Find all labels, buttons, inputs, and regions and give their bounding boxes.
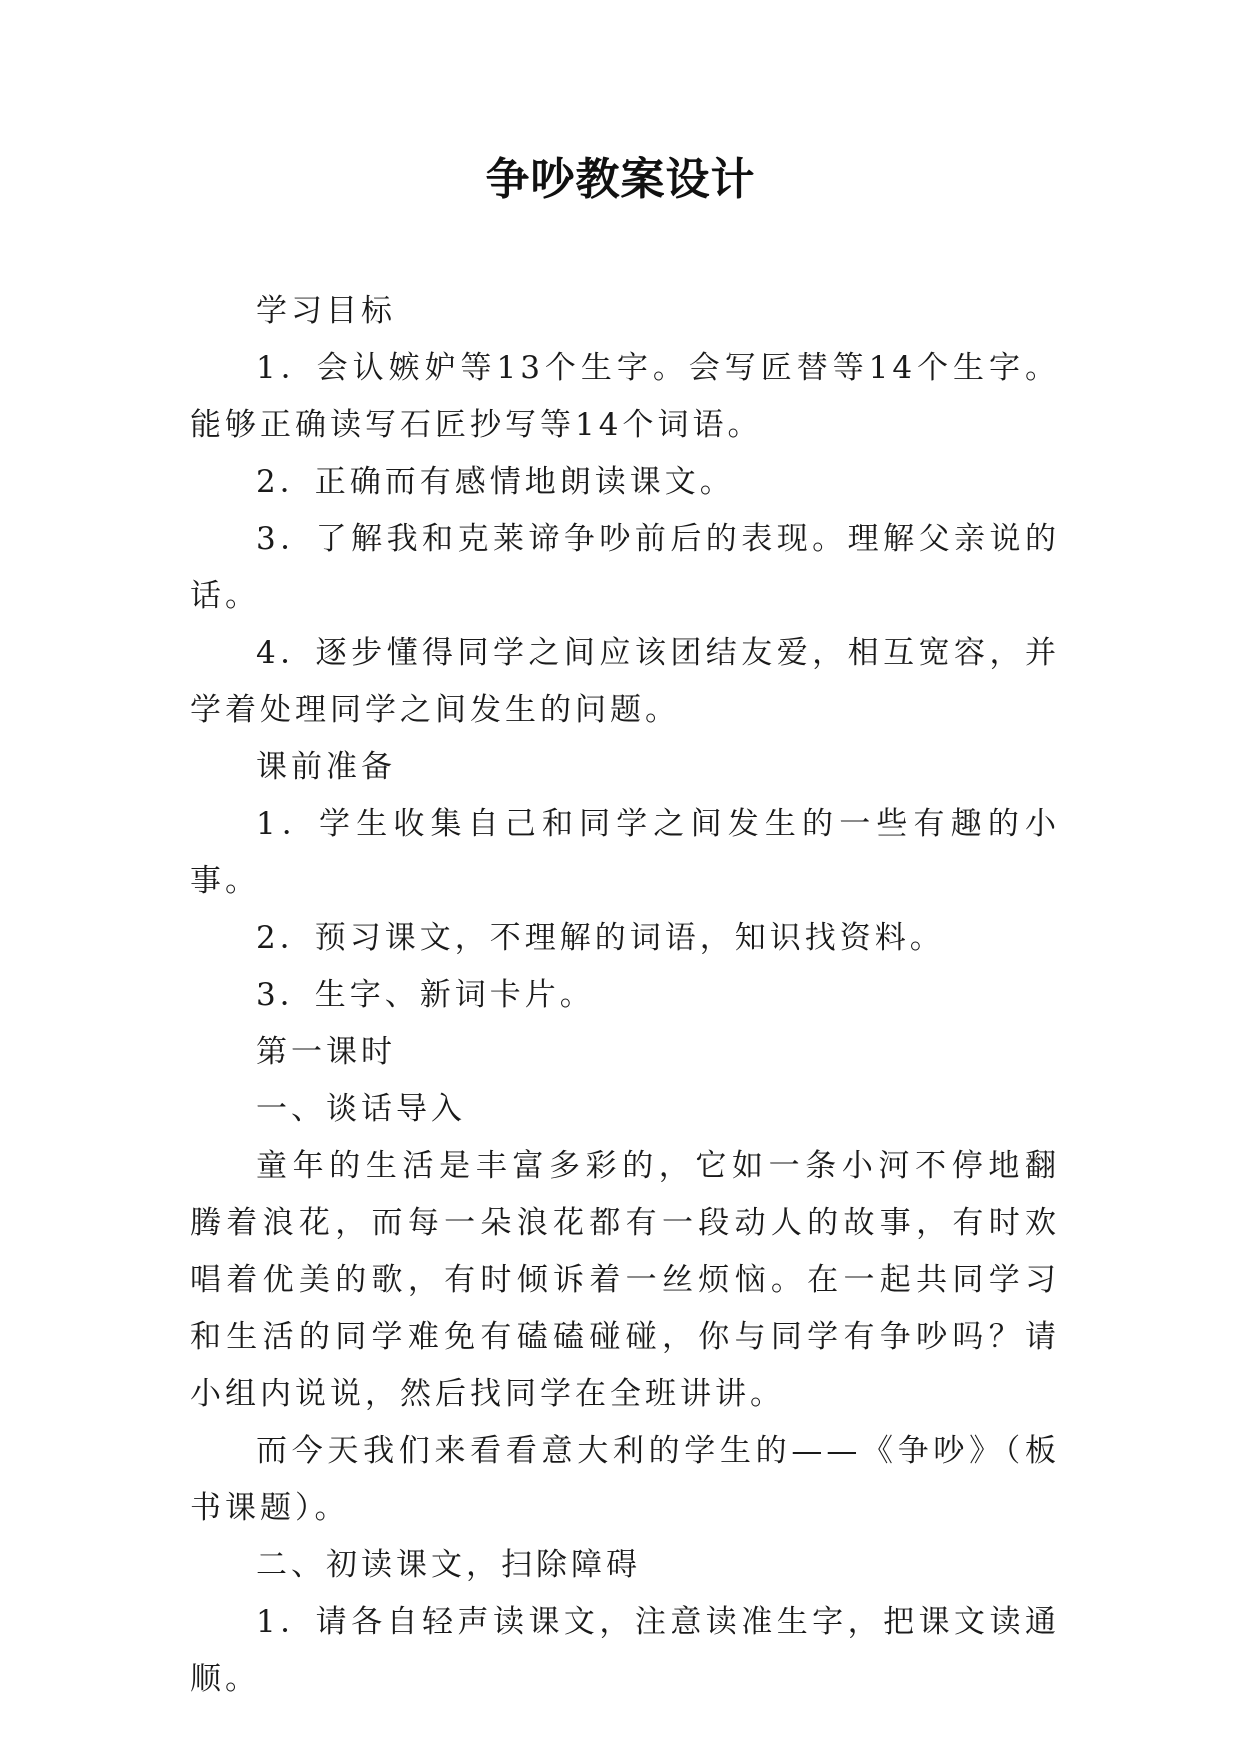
heading-first-lesson: 第一课时 bbox=[256, 1034, 396, 1070]
preparation-item-1: 1．学生收集自己和同学之间发生的一些有趣的小事。 bbox=[190, 806, 1060, 899]
heading-preparation: 课前准备 bbox=[256, 749, 396, 785]
goal-item-2: 2．正确而有感情地朗读课文。 bbox=[256, 464, 735, 500]
intro-paragraph: 童年的生活是丰富多彩的，它如一条小河不停地翻腾着浪花，而每一朵浪花都有一段动人的故事，有时欢唱着优美的歌，有时倾诉着一丝烦恼。在一起共同学习和生活的同学难免有磕磕碰碰，你与同学有争吵吗？请小组内说说，然后找同学在全班讲讲。 bbox=[190, 1148, 1060, 1412]
intro-title-paragraph: 而今天我们来看看意大利的学生的——《争吵》（板书课题）。 bbox=[190, 1433, 1060, 1526]
section-heading-intro: 一、谈话导入 bbox=[256, 1091, 466, 1127]
reading-step-1: 1．请各自轻声读课文，注意读准生字，把课文读通顺。 bbox=[190, 1604, 1060, 1697]
section-heading-first-reading: 二、初读课文，扫除障碍 bbox=[256, 1547, 641, 1583]
goal-item-1: 1．会认嫉妒等13个生字。会写匠替等14个生字。能够正确读写石匠抄写等14个词语。 bbox=[190, 350, 1060, 443]
document-body bbox=[190, 283, 1060, 1708]
goal-item-4: 4．逐步懂得同学之间应该团结友爱，相互宽容，并学着处理同学之间发生的问题。 bbox=[190, 635, 1060, 728]
preparation-item-3: 3．生字、新词卡片。 bbox=[256, 977, 595, 1013]
document-title: 争吵教案设计 bbox=[485, 154, 756, 205]
heading-learning-goals: 学习目标 bbox=[256, 293, 396, 329]
preparation-item-2: 2．预习课文，不理解的词语，知识找资料。 bbox=[256, 920, 945, 956]
goal-item-3: 3．了解我和克莱谛争吵前后的表现。理解父亲说的话。 bbox=[190, 521, 1060, 614]
